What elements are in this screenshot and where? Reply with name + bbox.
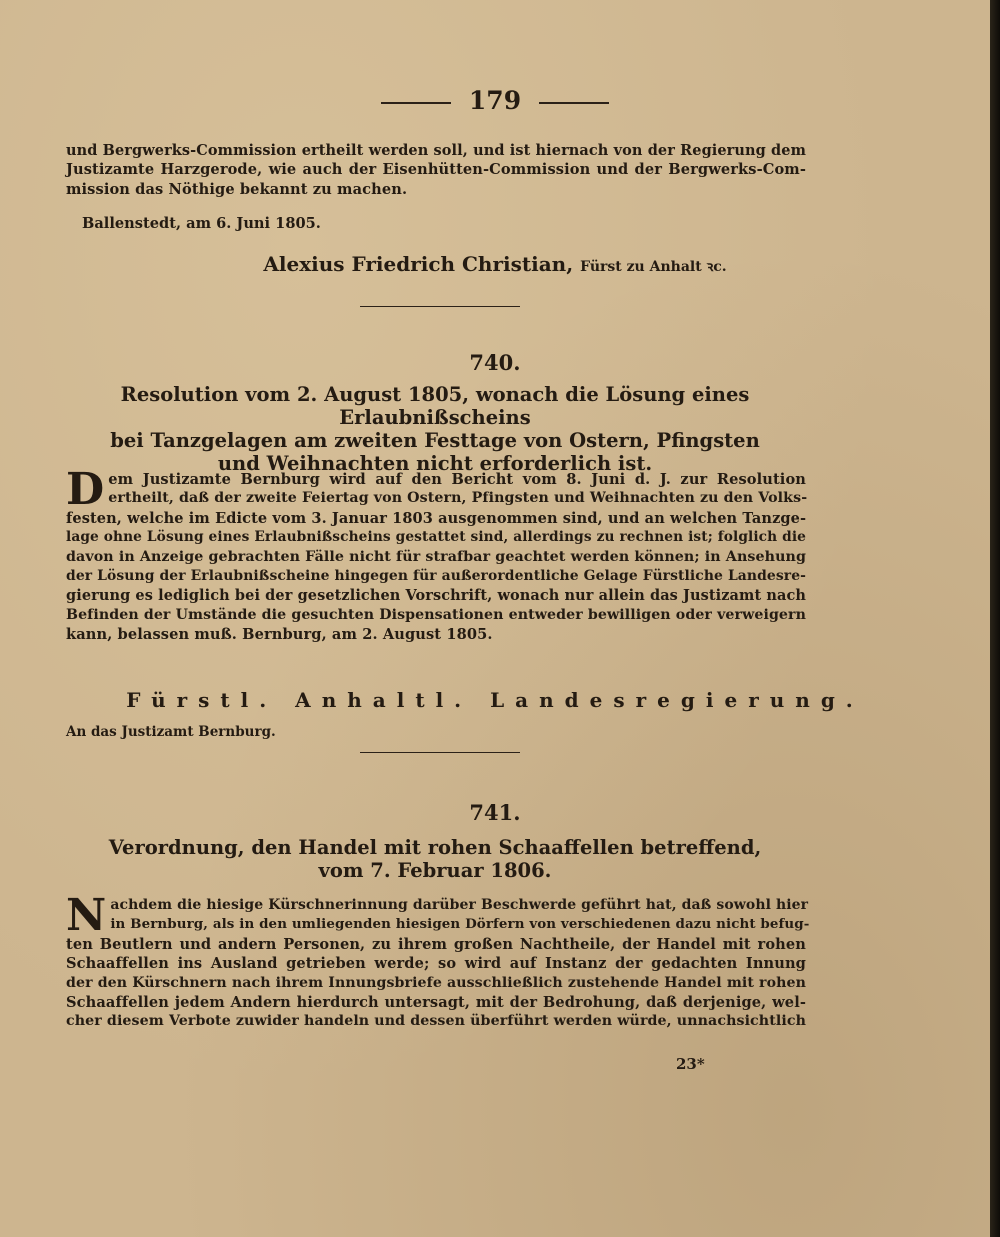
sheet-signature-mark: 23* (676, 1055, 705, 1073)
header-rule-right (539, 102, 609, 104)
text-line: festen, welche im Edicte vom 3. Januar 1803 ausgenommen sind, und an welchen Tanzge- (66, 509, 807, 527)
text-line: achdem die hiesige Kürschnerinnung darüber Beschwerde geführt hat, daß sowohl hier (110, 897, 809, 913)
text-line: Justizamte Harzgerode, wie auch der Eisenhütten-Commission und der Bergwerks-Com- (66, 161, 806, 179)
heading-line: Resolution vom 2. August 1805, wonach die Lösung eines Erlaubnißscheins (120, 383, 750, 429)
section-number-741: 741. (469, 800, 521, 825)
date-line: Ballenstedt, am 6. Juni 1805. (82, 215, 321, 232)
continued-text (66, 141, 806, 199)
header-rule-left (381, 102, 451, 104)
text-line: ertheilt, daß der zweite Feiertag von Ostern, Pfingsten und Weihnachten zu den Volks- (108, 490, 808, 507)
section-number-740: 740. (469, 350, 521, 375)
text-line: em Justizamte Bernburg wird auf den Bericht vom 8. Juni d. J. zur Resolution (108, 471, 806, 488)
heading-line: vom 7. Februar 1806. (318, 859, 552, 882)
signature-name: Alexius Friedrich Christian, (263, 252, 574, 276)
section-body-741 (66, 890, 810, 1032)
text-line: cher diesem Verbote zuwider handeln und dessen überführt werden würde, unnachsichtlich (66, 1013, 806, 1030)
text-line: der Lösung der Erlaubnißscheine hingegen für außerordentliche Gelage Fürstliche Landesre- (66, 568, 806, 585)
text-line: kann, belassen muß. Bernburg, am 2. August 1805. (66, 626, 493, 644)
page-edge (990, 0, 1000, 1237)
separator-rule (360, 752, 520, 753)
text-line: davon in Anzeige gebrachten Fälle nicht für strafbar geachtet werden können; in Ansehung (66, 548, 806, 565)
text-line: Schaaffellen ins Ausland getrieben werde; so wird auf Instanz der gedachten Innung (66, 955, 806, 973)
heading-line: Verordnung, den Handel mit rohen Schaaffellen betreffend, (108, 836, 762, 859)
heading-line: bei Tanzgelagen am zweiten Festtage von Ostern, Pfingsten (110, 429, 760, 452)
text-line: der den Kürschnern nach ihrem Innungsbriefe ausschließlich zustehende Handel mit rohen (66, 974, 806, 991)
signature-740: Fürstl. Anhaltl. Landesregierung. (126, 688, 864, 712)
text-line: mission das Nöthige bekannt zu machen. (66, 180, 408, 198)
page-number: 179 (468, 86, 522, 115)
separator-rule (360, 306, 520, 307)
heading-line: und Weihnachten nicht erforderlich ist. (217, 452, 653, 475)
signature-title: Fürst zu Anhalt ꝛc. (580, 259, 727, 275)
text-line: in Bernburg, als in den umliegenden hiesigen Dörfern von verschiedenen dazu nicht befug- (110, 916, 810, 933)
addressee: An das Justizamt Bernburg. (66, 724, 276, 740)
page-header (0, 86, 990, 115)
text-line: Schaaffellen jedem Andern hierdurch untersagt, mit der Bedrohung, daß derjenige, wel- (66, 994, 806, 1012)
section-heading-740 (60, 383, 810, 475)
signature-top (0, 252, 990, 276)
drop-cap: N (66, 890, 107, 941)
text-line: und Bergwerks-Commission ertheilt werden soll, und ist hiernach von der Regierung dem (66, 142, 806, 159)
text-line: ten Beutlern und andern Personen, zu ihrem großen Nachtheile, der Handel mit rohen (66, 935, 806, 953)
section-body-740 (66, 464, 808, 645)
text-line: lage ohne Lösung eines Erlaubnißscheins gestattet sind, allerdings zu rechnen ist; folglich die (66, 529, 806, 546)
text-line: gierung es lediglich bei der gesetzlichen Vorschrift, wonach nur allein das Justizamt nach (66, 587, 806, 605)
section-heading-741 (60, 836, 810, 882)
text-line: Befinden der Umstände die gesuchten Dispensationen entweder bewilligen oder verweigern (66, 606, 806, 623)
drop-cap: D (66, 464, 105, 515)
